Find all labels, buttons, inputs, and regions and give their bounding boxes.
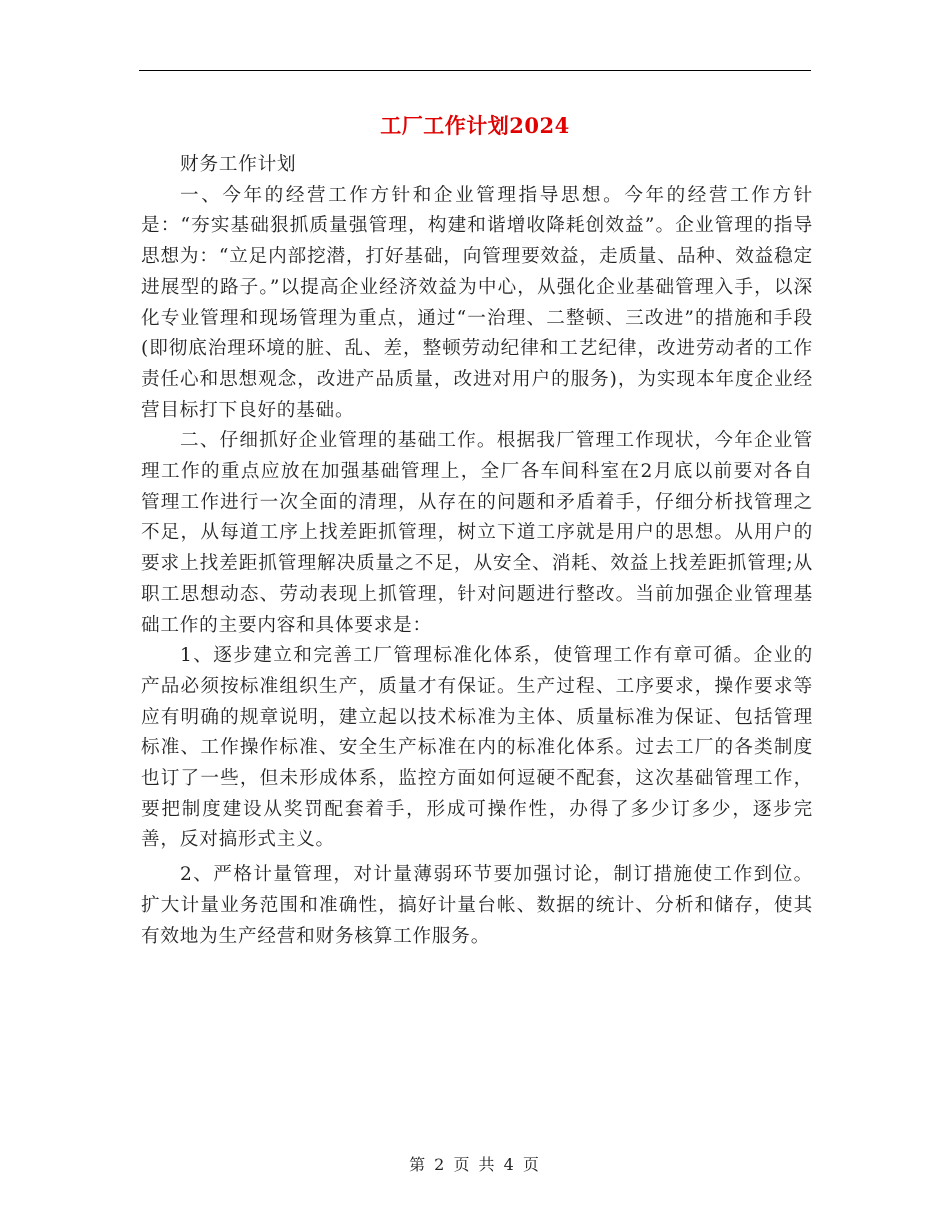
paragraph-standardization: 1、逐步建立和完善工厂管理标准化体系，使管理工作有章可循。企业的产品必须按标准组织生产，质量才有保证。生产过程、工序要求，操作要求等应有明确的规章说明，建立起以技术标准为主体、质量标准为保证、包括管理标准、工作操作标准、安全生产标准在内的标准化体系。过去工厂的各类制度也订了一些，但未形成体系，监控方面如何逗硬不配套，这次基础管理工作，要把制度建设从奖罚配套着手，形成可操作性，办得了多少订多少，逐步完善，反对搞形式主义。 [141, 645, 813, 851]
page-number-footer: 第 2 页 共 4 页 [409, 1155, 541, 1174]
paragraph-metering: 2、严格计量管理，对计量薄弱环节要加强讨论，制订措施使工作到位。扩大计量业务范围和准确性，搞好计量台帐、数据的统计、分析和储存，使其有效地为生产经营和财务核算工作服务。 [141, 864, 813, 947]
page-title: 工厂工作计划2024 [380, 113, 570, 138]
paragraph-guiding-principles: 一、今年的经营工作方针和企业管理指导思想。今年的经营工作方针是：“夯实基础狠抓质量强管理，构建和谐增收降耗创效益”。企业管理的指导思想为：“立足内部挖潜，打好基础，向管理要效益，走质量、品种、效益稳定进展型的路子。”以提高企业经济效益为中心，从强化企业基础管理入手，以深化专业管理和现场管理为重点，通过“一治理、二整顿、三改进”的措施和手段(即彻底治理环境的脏、乱、差，整顿劳动纪律和工艺纪律，改进劳动者的工作责任心和思想观念，改进产品质量，改进对用户的服务)，为实现本年度企业经营目标打下良好的基础。 [141, 184, 813, 421]
paragraph-section-heading: 财务工作计划 [180, 154, 297, 175]
paragraph-basic-management: 二、仔细抓好企业管理的基础工作。根据我厂管理工作现状，今年企业管理工作的重点应放在加强基础管理上，全厂各车间科室在2月底以前要对各自管理工作进行一次全面的清理，从存在的问题和矛盾着手，仔细分析找管理之不足，从每道工序上找差距抓管理，树立下道工序就是用户的思想。从用户的要求上找差距抓管理解决质量之不足，从安全、消耗、效益上找差距抓管理;从职工思想动态、劳动表现上抓管理，针对问题进行整改。当前加强企业管理基础工作的主要内容和具体要求是： [141, 430, 813, 636]
header-rule [139, 70, 811, 71]
document-body [141, 150, 813, 952]
